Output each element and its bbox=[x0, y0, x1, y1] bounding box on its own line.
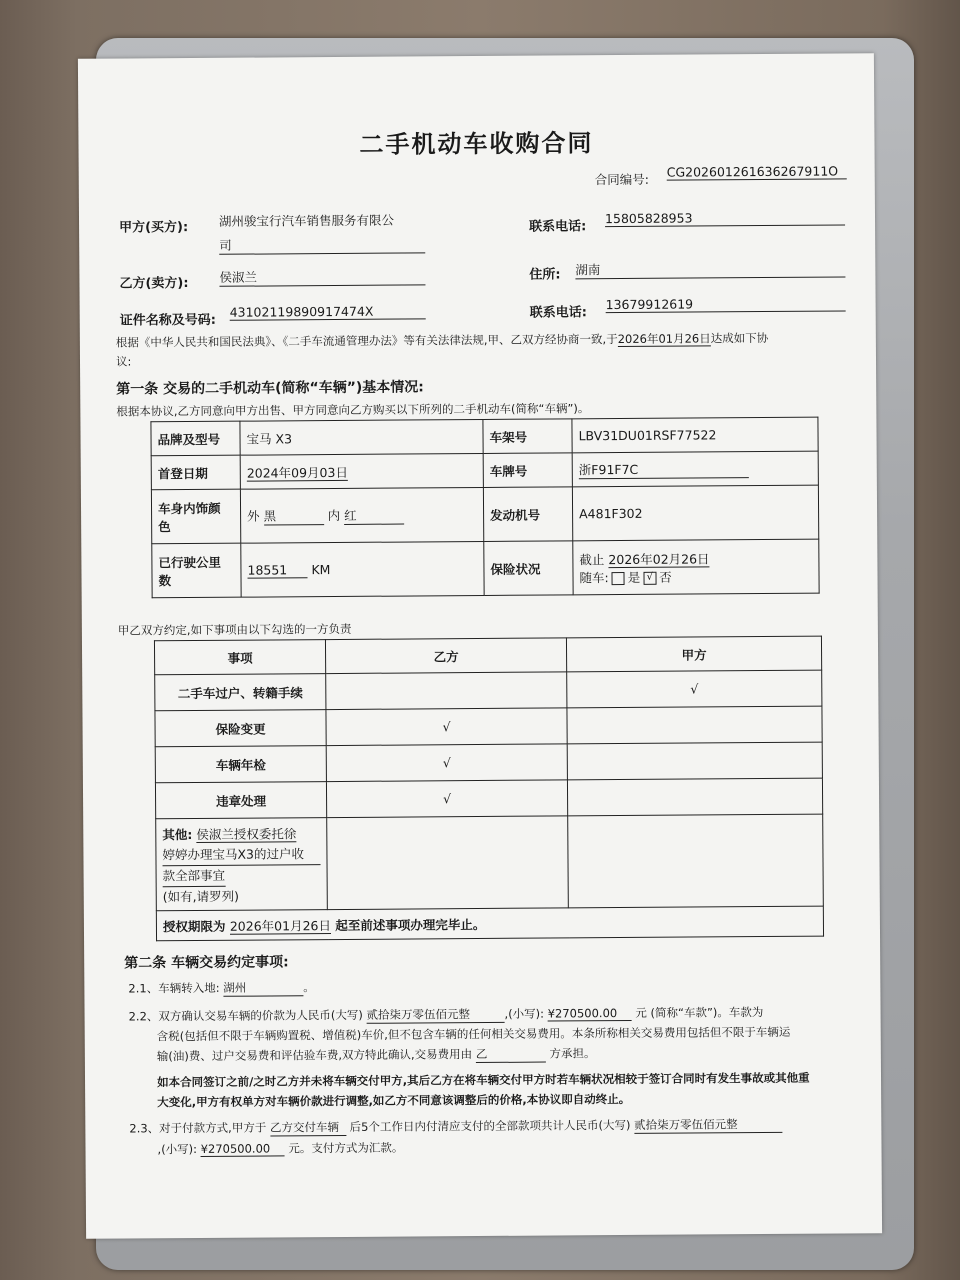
contract-paper: 二手机动车收购合同 合同编号: CG202601261636267911О 甲方(买方): 湖州骏宝行汽车销售服务有限公 司 联系电话: 15805828953 乙方(卖方): 侯淑兰 住所: 湖南 证件名称及号码: 43102119890917474X 联系电话: 13679912619 根据《中华人民共和国民法典》、《二手车流通管理办法》等有关法律法规,甲、乙双方经协商一致,于2026年01月26日达成如下协 议: 第一条 交易的二手机动车(简称“车辆”)基本情况: 根据本协议,乙方同意向甲方出售、甲方同意向乙方购买以下所列的二手机动车(简称“车辆”)。 品牌及型号 宝马 X3 车架号 LBV31DU01RSF77522 首登日期 2024年09月03日 车牌号 浙F91F7C 车身内饰颜 色 外 黑 内 红 发动机号 A481F302 已行驶公里 数 18551 KM 保险状况 截止 2026年02月26日 随车: 是 √ 否 甲乙双方约定,如下事项由以下勾选的一方负责 事项 乙方 甲方 二手车过户、转籍手续 √ 保险变更 √ 车辆年检 √ 违章处理 √ 其他: 侯淑兰授权委托徐 婷婷办理宝马X3的过户收 款全部事宜 (如有,请罗列) 授权期限为 2026年01月26日 起至前述事项办理完毕止。 第二条 车辆交易约定事项: 2.1、车辆转入地: 湖州 。 2.2、双方确认交易车辆的价款为人民币(大写) 贰拾柒万零伍佰元整 ,(小写): ¥270500.00 元 (简称“车款”)。车款为 含税(包括但不限于车辆购置税、增值税)车价,但不包含车辆的任何相关交易费用。本条所称相关交易费用包括但不限于车辆运 输(油)费、过户交易费和评估验车费,双方特此确认,交易费用由 乙 方承担。 如本合同签订之前/之时乙方并未将车辆交付甲方,其后乙方在将车辆交付甲方时若车辆状况相较于签订合同时有发生事故或其他重 大变化,甲方有权单方对车辆价款进行调整,如乙方不同意该调整后的价格,本协议即自动终止。 2.3、对于付款方式,甲方于 乙方交付车辆 后5个工作日内付清应支付的全部款项共计人民币(大写) 贰拾柒万零伍佰元整 ,(小写): ¥270500.00 元。支付方式为汇款。 bbox=[78, 53, 882, 1239]
resp-b-violation: √ bbox=[326, 780, 567, 818]
contract-no-value: CG202601261636267911О bbox=[667, 163, 847, 180]
reg-value: 2024年09月03日 bbox=[246, 464, 348, 481]
brand-value: 宝马 X3 bbox=[240, 419, 483, 455]
party-b-phone-label: 联系电话: bbox=[529, 305, 587, 321]
no-checkbox[interactable]: √ bbox=[643, 571, 656, 584]
plate-value: 浙F91F7C bbox=[579, 459, 749, 479]
mileage-unit: KM bbox=[311, 561, 331, 577]
resp-a-insurance bbox=[567, 706, 822, 744]
yes-label: 是 bbox=[627, 569, 641, 585]
color-in-label: 内 bbox=[327, 507, 341, 524]
contract-no-label: 合同编号: bbox=[594, 171, 650, 188]
period-date: 2026年01月26日 bbox=[229, 917, 331, 934]
other-line2: 婷婷办理宝马X3的过户收 bbox=[162, 844, 320, 866]
follow-label: 随车: bbox=[579, 569, 609, 585]
resp-b-transfer bbox=[326, 672, 567, 710]
brand-label: 品牌及型号 bbox=[151, 421, 240, 456]
color-out-value: 黑 bbox=[264, 506, 324, 525]
resp-item-violation: 违章处理 bbox=[155, 782, 326, 819]
party-a-name-1: 湖州骏宝行汽车销售服务有限公 bbox=[218, 212, 395, 229]
engine-label: 发动机号 bbox=[483, 487, 572, 542]
resp-a-transfer: √ bbox=[567, 670, 822, 708]
party-a-name-2: 司 bbox=[219, 234, 425, 254]
color-in-value: 红 bbox=[344, 506, 404, 525]
c22-small: ¥270500.00 bbox=[548, 1006, 632, 1022]
intro-text: 根据《中华人民共和国民法典》、《二手车流通管理办法》等有关法律法规,甲、乙双方经协商一致,于 bbox=[115, 332, 618, 350]
period-end: 起至前述事项办理完毕止。 bbox=[335, 916, 486, 933]
no-label: 否 bbox=[659, 569, 672, 585]
intro-line2: 议: bbox=[115, 354, 132, 369]
color-label-1: 车身内饰颜 bbox=[157, 500, 221, 516]
insurance-until-label: 截止 bbox=[579, 551, 605, 567]
c22-b: ,(小写): bbox=[504, 1006, 545, 1021]
head-party-a: 甲方 bbox=[566, 636, 821, 672]
other-line3: 款全部事宜 bbox=[163, 866, 226, 887]
resp-item-insurance: 保险变更 bbox=[155, 710, 326, 747]
plate-label: 车牌号 bbox=[483, 453, 572, 488]
party-b-phone: 13679912619 bbox=[606, 295, 846, 313]
insurance-label: 保险状况 bbox=[484, 541, 573, 596]
article1-desc: 根据本协议,乙方同意向甲方出售、甲方同意向乙方购买以下所列的二手机动车(简称“车辆”)。 bbox=[116, 401, 590, 419]
mileage-label-2: 数 bbox=[158, 572, 172, 588]
page-title: 二手机动车收购合同 bbox=[359, 129, 594, 159]
resp-b-inspection: √ bbox=[326, 744, 567, 782]
c22-big: 贰拾柒万零伍佰元整 bbox=[366, 1006, 504, 1024]
reg-label: 首登日期 bbox=[151, 455, 240, 490]
mileage-value: 18551 bbox=[247, 562, 307, 578]
other-line1: 侯淑兰授权委托徐 bbox=[196, 826, 297, 842]
vehicle-table bbox=[150, 417, 819, 599]
article2-title: 第二条 车辆交易约定事项: bbox=[124, 954, 289, 972]
color-out-label: 外 bbox=[247, 508, 260, 524]
head-party-b: 乙方 bbox=[325, 638, 566, 674]
id-label: 证件名称及号码: bbox=[119, 312, 216, 329]
vin-value: LBV31DU01RSF77522 bbox=[572, 417, 818, 453]
bold-clause-1: 如本合同签订之前/之时乙方并未将车辆交付甲方,其后乙方在将车辆交付甲方时若车辆状况相较于签订合同时有发生事故或其他重 bbox=[156, 1070, 810, 1090]
intro-date: 2026年01月26日 bbox=[617, 331, 711, 347]
party-b-label: 乙方(卖方): bbox=[119, 276, 189, 292]
c22-c: 元 (简称“车款”)。车款为 bbox=[635, 1005, 764, 1020]
c23-big: 贰拾柒万零伍佰元整 bbox=[634, 1116, 782, 1134]
c23-small: ¥270500.00 bbox=[201, 1141, 285, 1157]
c23-d: 元。支付方式为汇款。 bbox=[288, 1140, 404, 1156]
intro-end: 达成如下协 bbox=[710, 330, 769, 346]
resp-item-inspection: 车辆年检 bbox=[155, 746, 326, 783]
c21-value: 湖州 bbox=[223, 979, 303, 997]
responsibility-table bbox=[154, 636, 824, 942]
engine-value: A481F302 bbox=[572, 485, 818, 541]
resp-a-inspection bbox=[567, 742, 822, 780]
yes-checkbox[interactable] bbox=[612, 571, 625, 584]
period-label: 授权期限为 bbox=[162, 918, 226, 934]
resp-b-insurance: √ bbox=[326, 708, 567, 746]
other-label: 其他: bbox=[162, 827, 193, 843]
c23-fill: 乙方交付车辆 bbox=[270, 1119, 346, 1137]
c23-c: ,(小写): bbox=[157, 1141, 198, 1157]
resp-a-violation bbox=[567, 778, 822, 816]
bold-clause-2: 大变化,甲方有权单方对车辆价款进行调整,如乙方不同意该调整后的价格,本协议即自动终止。 bbox=[157, 1091, 631, 1110]
color-label-2: 色 bbox=[158, 518, 171, 534]
other-note: (如有,请罗列) bbox=[162, 888, 240, 905]
c22-line3-end: 方承担。 bbox=[549, 1046, 596, 1061]
c22-a: 双方确认交易车辆的价款为人民币(大写) bbox=[158, 1007, 363, 1024]
party-a-phone: 15805828953 bbox=[605, 209, 845, 227]
c22-line2: 含税(包括但不限于车辆购置税、增值税)车价,但不包含车辆的任何相关交易费用。本条所称相关交易费用包括但不限于车辆运 bbox=[156, 1024, 791, 1044]
c23-no: 2.3、 bbox=[129, 1121, 160, 1136]
c22-payer: 乙 bbox=[476, 1046, 546, 1063]
article1-title: 第一条 交易的二手机动车(简称“车辆”)基本情况: bbox=[116, 379, 424, 398]
party-b-name: 侯淑兰 bbox=[219, 266, 425, 286]
c21-text: 车辆转入地: bbox=[158, 980, 220, 996]
c21-no: 2.1、 bbox=[128, 981, 159, 996]
party-a-phone-label: 联系电话: bbox=[529, 219, 587, 235]
c23-a: 对于付款方式,甲方于 bbox=[159, 1120, 267, 1136]
mileage-label-1: 已行驶公里 bbox=[158, 554, 221, 570]
vin-label: 车架号 bbox=[483, 419, 572, 454]
head-item: 事项 bbox=[154, 640, 325, 675]
id-value: 43102119890917474X bbox=[230, 303, 426, 320]
c23-b: 后5个工作日内付清应支付的全部款项共计人民币(大写) bbox=[349, 1117, 631, 1134]
c22-line3: 输(油)费、过户交易费和评估验车费,双方特此确认,交易费用由 bbox=[156, 1047, 473, 1064]
insurance-until: 2026年02月26日 bbox=[608, 550, 710, 567]
resp-item-transfer: 二手车过户、转籍手续 bbox=[155, 674, 326, 711]
party-b-address-label: 住所: bbox=[529, 267, 561, 283]
c22-no: 2.2、 bbox=[128, 1009, 159, 1024]
party-b-address: 湖南 bbox=[575, 258, 845, 279]
party-a-label: 甲方(买方): bbox=[119, 220, 189, 236]
agree-intro: 甲乙双方约定,如下事项由以下勾选的一方负责 bbox=[117, 621, 352, 638]
